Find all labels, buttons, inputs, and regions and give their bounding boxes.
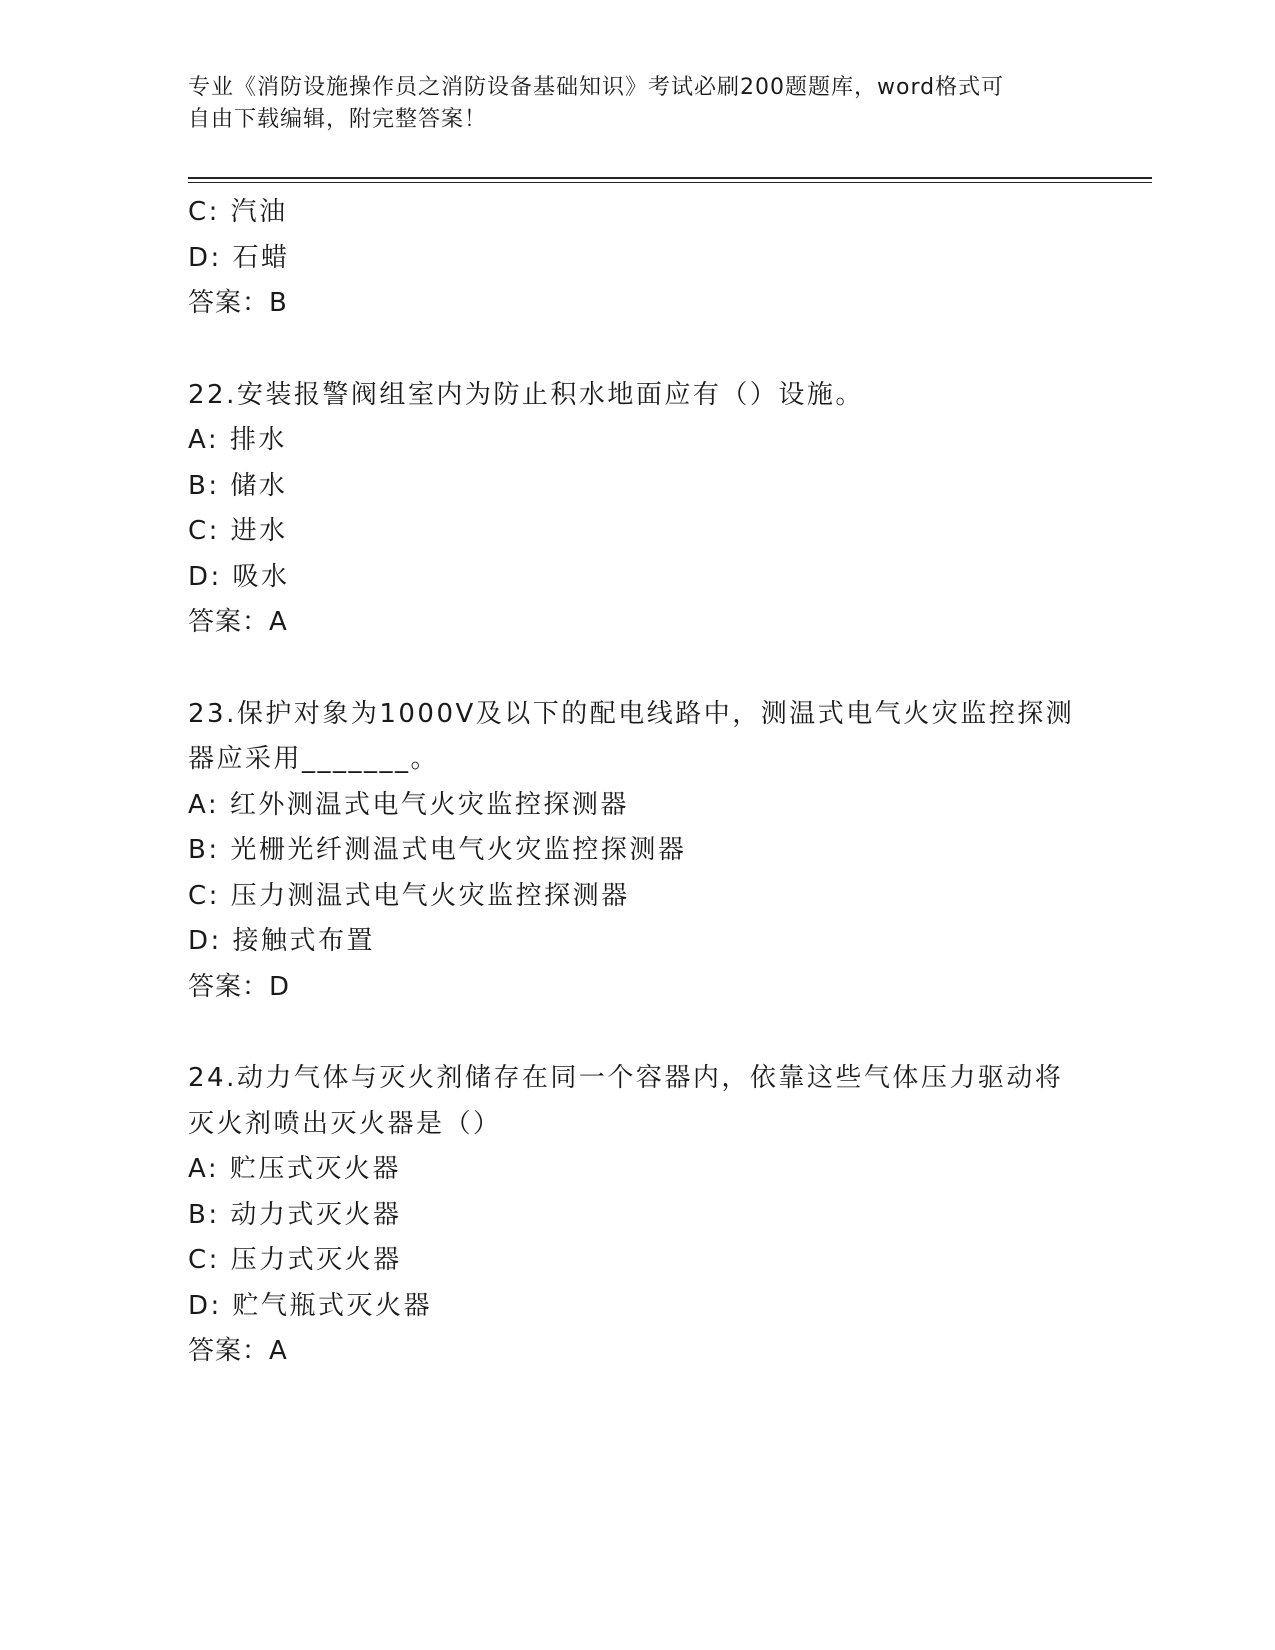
option-c: C: 压力测温式电气火灾监控探测器 <box>188 880 630 911</box>
answer-line: 答案：A <box>188 607 288 637</box>
question-stem: 22.安装报警阀组室内为防止积水地面应有（）设施。 <box>188 379 864 410</box>
option-a: A: 贮压式灭火器 <box>188 1154 401 1184</box>
question-23 <box>188 692 1088 1011</box>
option-b: B: 储水 <box>188 470 288 501</box>
question-spacer <box>188 1010 1088 1056</box>
question-spacer <box>188 646 1088 692</box>
option-c: C: 汽油 <box>188 197 288 227</box>
header-title-line-1: 专业《消防设施操作员之消防设备基础知识》考试必刷200题题库，word格式可 <box>188 75 1005 100</box>
answer-line: 答案：A <box>188 1336 288 1366</box>
header-title-line-2: 自由下载编辑，附完整答案！ <box>188 107 488 132</box>
header-divider-thick <box>188 177 1152 179</box>
option-b: B: 动力式灭火器 <box>188 1199 402 1230</box>
question-stem-line-1: 23.保护对象为1000V及以下的配电线路中，测温式电气火灾监控探测 <box>188 698 1075 729</box>
answer-line: 答案：D <box>188 971 291 1002</box>
question-spacer <box>188 327 1088 373</box>
answer-line: 答案：B <box>188 288 288 318</box>
question-24 <box>188 1056 1088 1375</box>
option-d: D: 吸水 <box>188 561 290 592</box>
question-stem-line-1: 24.动力气体与灭火剂储存在同一个容器内，依靠这些气体压力驱动将 <box>188 1063 1064 1093</box>
option-a: A: 红外测温式电气火灾监控探测器 <box>188 789 629 820</box>
question-21-continued <box>188 190 1088 327</box>
question-list <box>188 190 1088 1375</box>
option-d: D: 接触式布置 <box>188 926 376 956</box>
document-header <box>188 72 1088 136</box>
option-d: D: 石蜡 <box>188 242 290 273</box>
option-d: D: 贮气瓶式灭火器 <box>188 1290 433 1321</box>
option-c: C: 进水 <box>188 516 288 546</box>
question-stem-line-2: 器应采用_______。 <box>188 744 440 774</box>
option-b: B: 光栅光纤测温式电气火灾监控探测器 <box>188 835 687 865</box>
question-22 <box>188 373 1088 646</box>
option-c: C: 压力式灭火器 <box>188 1245 402 1275</box>
question-stem-line-2: 灭火剂喷出灭火器是（） <box>188 1108 502 1139</box>
option-a: A: 排水 <box>188 425 287 455</box>
header-divider-thin <box>188 182 1152 183</box>
